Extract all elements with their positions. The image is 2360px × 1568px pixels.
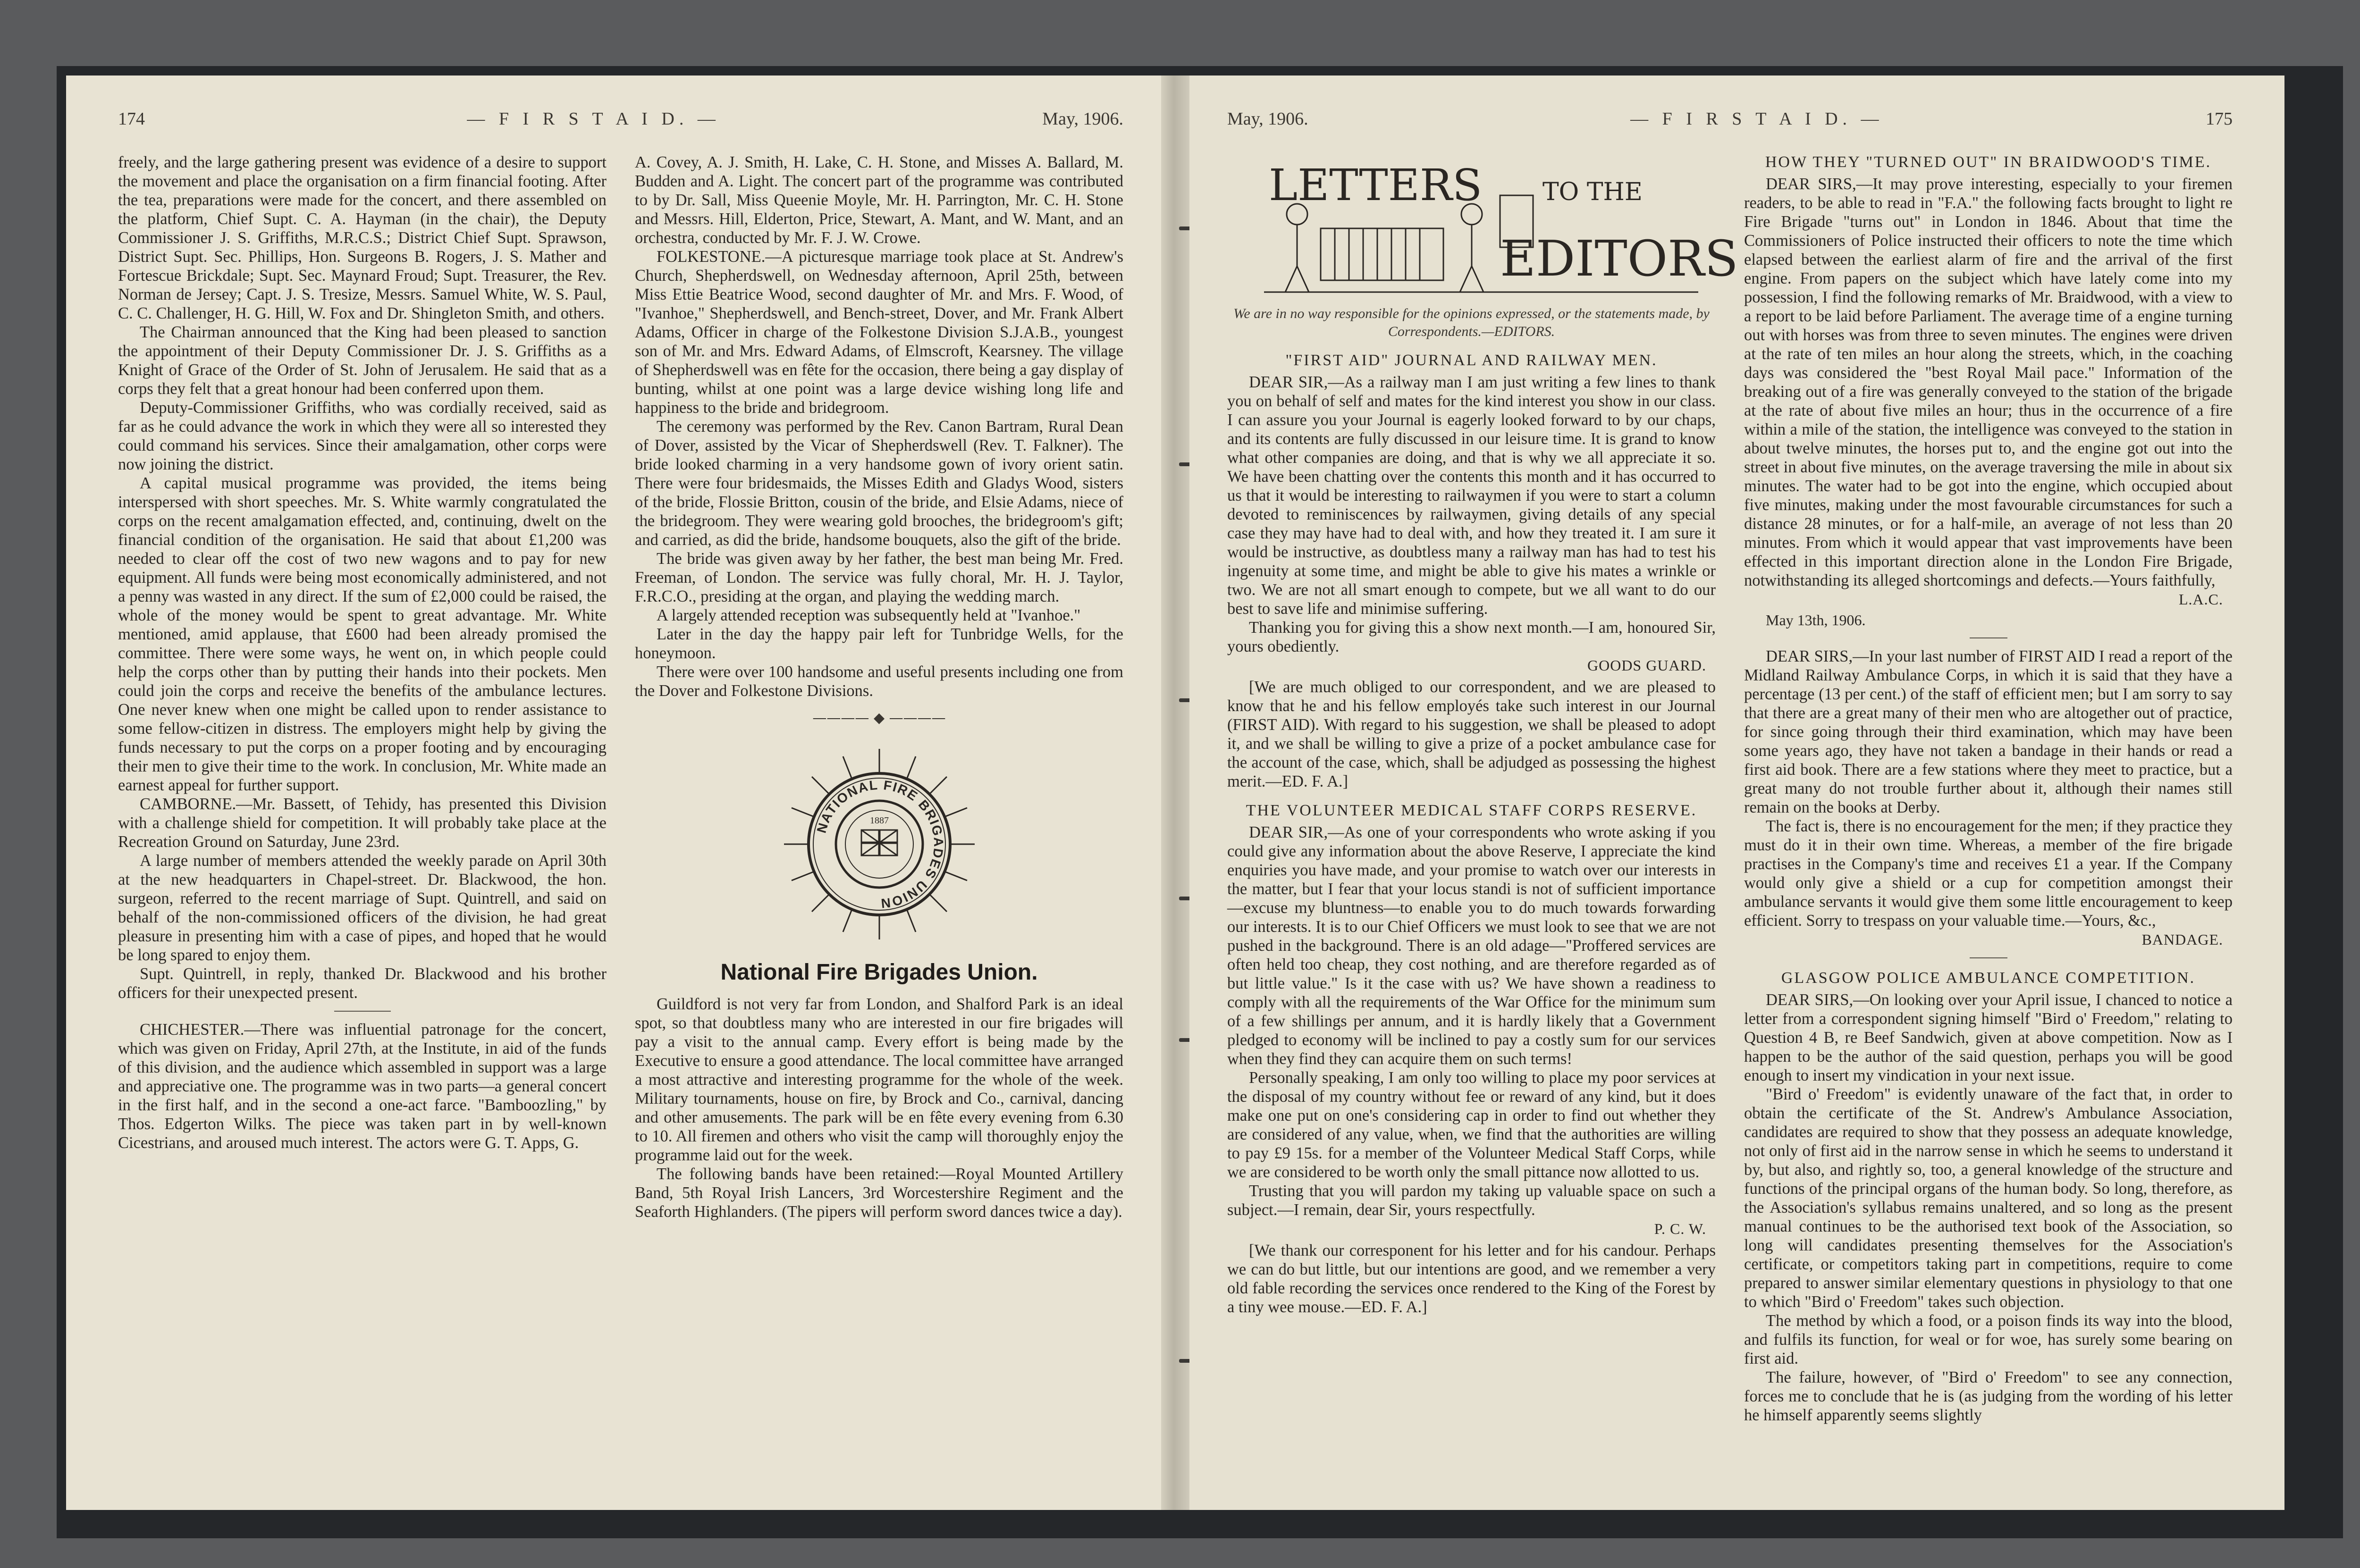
- paragraph: The method by which a food, or a poison finds its way into the blood, and fulfils its function, for weal or for woe, has surely some bearing on first aid.: [1744, 1312, 2233, 1367]
- paragraph: DEAR SIR,—As a railway man I am just writing a few lines to thank you on behalf of self and mates for the kind interest you show in our class. I can assure you your Journal is eagerly looked forward to by our chaps, and its contents are fully discussed in our leisure time. It is grand to know what other companies are doing, and that is why we all appreciate it so. We have been chatting over the contents this month and it has occurred to us that it would be interesting to railwaymen if you were to start a column devoted to reminiscences by railwaymen, giving details of any special case they may have had to deal with, and how they treated it. I am sure it would be instructive, as doubtless many a railway man has had to test his ingenuity at some time, and might be able to give his mates a wrinkle or two. We are not all smart enough to compete, but we all want to do our best to save life and minimise suffering.: [1227, 373, 1716, 618]
- left-running-title: — F I R S T A I D. —: [467, 109, 720, 129]
- paragraph: Supt. Quintrell, in reply, thanked Dr. Blackwood and his brother officers for their unexpected present.: [118, 965, 607, 1002]
- paragraph: FOLKESTONE.—A picturesque marriage took place at St. Andrew's Church, Shepherdswell, on Wednesday afternoon, April 25th, between Miss Ettie Beatrice Wood, second daughter of Mr. and Mrs. F. Wood, of "Ivanhoe," Shepherdswell, and Bench-street, Dover, and Mr. Frank Albert Adams, Officer in charge of the Folkestone Division S.J.A.B., youngest son of Mr. and Mrs. Edward Adams, of Elmscroft, Kearsney. The village of Shepherdswell was en fête for the occasion, there being a gay display of bunting, whilst at one point was a large device wishing long life and happiness to the bride and bridegroom.: [635, 248, 1123, 417]
- letter-signature: L.A.C.: [2179, 591, 2223, 608]
- right-page-number: 175: [2205, 109, 2233, 129]
- right-column-2: [1744, 153, 2233, 1512]
- paragraph: Guildford is not very far from London, and Shalford Park is an ideal spot, so that doubtless many who are interested in our fire brigades will pay a visit to the annual camp. Every effort is being made by the Executive to ensure a good attendance. The local committee have arranged a most attractive and interesting programme for the whole of the week. Military tournaments, house on fire, by Brock and Co., carnival, dancing and other amusements. The park will be en fête every evening from 6.30 to 10. All firemen and others who visit the camp will thoroughly enjoy the programme laid out for the week.: [635, 995, 1123, 1164]
- letter-signature: P. C. W.: [1654, 1220, 1706, 1237]
- paragraph: Deputy-Commissioner Griffiths, who was cordially received, said as far as he could advance the work in which they were all so interested they could command his services. Since their amalgamation, other corps were now joining the district.: [118, 399, 607, 473]
- letter-signature: BANDAGE.: [2141, 931, 2223, 948]
- paragraph: Trusting that you will pardon my taking up valuable space on such a subject.—I remain, dear Sir, yours respectfully.: [1227, 1182, 1716, 1219]
- paragraph: The following bands have been retained:—Royal Mounted Artillery Band, 5th Royal Irish Lancers, 3rd Worcestershire Regiment and the Seaforth Highlanders. (The pipers will perform sword dances twice a day).: [635, 1165, 1123, 1221]
- union-heading: National Fire Brigades Union.: [720, 960, 1038, 985]
- letter-date: May 13th, 1906.: [1766, 612, 1866, 629]
- badge-arc-text: NATIONAL FIRE BRIGADES UNION: [814, 777, 946, 911]
- editorial-disclaimer: We are in no way responsible for the opinions expressed, or the statements made, by Correspondents.—EDITORS.: [1233, 306, 1710, 339]
- paragraph: freely, and the large gathering present was evidence of a desire to support the movement and place the organisation on a firm financial footing. After the tea, preparations were made for the concert, and there assembled on the platform, Chief Supt. C. A. Hayman (in the chair), the Deputy Commissioner J. S. Griffiths, M.R.C.S.; District Chief Supt. Sprawson, District Supt. Sec. Phillips, Hon. Surgeons B. Rogers, J. S. Mather and Fortescue Brickdale; Supt. Sec. Maynard Froud; Supt. Treasurer, the Rev. Norman de Jersey; Capt. J. S. Tresize, Messrs. Samuel White, W. S. Paul, C. C. Challenger, H. G. Hill, W. Fox and Dr. Shingleton Smith, and others.: [118, 153, 607, 322]
- paragraph: A. Covey, A. J. Smith, H. Lake, C. H. Stone, and Misses A. Ballard, M. Budden and A. Light. The concert part of the programme was contributed to by Dr. Sall, Miss Queenie Moyle, Mr. H. Parrington, Mr. C. H. Stone and Messrs. Hill, Elderton, Price, Stewart, A. Mant, and W. Mant, and an orchestra, conducted by Mr. F. J. W. Crowe.: [635, 153, 1123, 247]
- paragraph: A large number of members attended the weekly parade on April 30th at the new headquarters in Chapel-street. Dr. Blackwood, the hon. surgeon, referred to the recent marriage of Supt. Quintrell, and said on behalf of the non-commissioned officers of the division, he had great pleasure in presenting him with a case of pipes, and hoped that he would be long spared to enjoy them.: [118, 852, 607, 964]
- right-columns: [1227, 153, 2233, 1512]
- left-page-number: 174: [118, 109, 145, 129]
- left-column-2: [635, 153, 1123, 1512]
- paragraph: A capital musical programme was provided, the items being interspersed with short speeches. Mr. S. White warmly congratulated the corps on the recent amalgamation effected, and, continuing, dwelt on the financial condition of the organisation. He said that about £1,200 was needed to clear off the cost of two new wagons and to pay for new equipment. All funds were being most economically administered, and not a penny was wasted in any direct. If the sum of £2,000 could be raised, the whole of the money would be spent to great advantage. Mr. White mentioned, amid applause, that £600 had been already promised the committee. There were some ways, he went on, in which people could help the corps other than by putting their hands into their pockets. Men could join the corps and receive the benefits of the ambulance lectures. One never knew when one might be called upon to render assistance to some fellow-citizen in distress. The employers might help by giving the funds necessary to put the corps on a proper footing and by encouraging their men to give their time to the work. In conclusion, Mr. White made an earnest appeal for further support.: [118, 474, 607, 794]
- editor-note: [We are much obliged to our correspondent, and we are pleased to know that he and his fellow employés take such interest in our Journal (FIRST AID). With regard to his suggestion, we shall be pleased to adopt it, and we shall be willing to give a prize of a pocket ambulance case for the account of the case, which, shall be adjudged as possessing the highest merit.—ED. F. A.]: [1227, 678, 1716, 790]
- right-page-date: May, 1906.: [1227, 109, 1308, 129]
- letter-heading: "FIRST AID" JOURNAL AND RAILWAY MEN.: [1285, 352, 1658, 369]
- paragraph: DEAR SIRS,—It may prove interesting, especially to your firemen readers, to be able to read in "F.A." the following facts brought to light re Fire Brigade "turns out" in London in 1846. About that time the Commissioners of Police instructed their officers to note the time which elapsed between the earliest alarm of fire and the arrival of the first engine. From papers on the subject which have lately come into my possession, I find the following remarks of Mr. Braidwood, with a view to a report to be laid before Parliament. The average time of a engine turning out with horses was from three to seven minutes. The engines were driven at the rate of ten miles an hour along the streets, which, in the coaching days was considered the "best Royal Mail pace." Information of the breaking out of a fire was generally conveyed to the station of the brigade at the rate of about five miles an hour; thus in the occurrence of a fire within a mile of the station, the intelligence was conveyed to the station in about twelve minutes, the horses put to, and the engine got out into the street in about five minutes, on the average traversing the mile in about six minutes. The water had to be got into the engine, which occupied about five minutes, making under the most favourable circumstances for such a distance 28 minutes, or for a half-mile, an average of not less than 20 minutes. From which it would appear that vast improvements have been effected in this important direction alone in the London Fire Brigade, notwithstanding its alleged shortcomings and defects.—Yours faithfully,: [1744, 175, 2233, 589]
- paragraph: "Bird o' Freedom" is evidently unaware of the fact that, in order to obtain the certificate of the St. Andrew's Ambulance Association, candidates are required to show that they possess an adequate knowledge, not only of first aid in the narrow sense in which he seems to understand it by, but also, and rightly so, too, a general knowledge of the structure and functions of the principal organs of the human body. So long, therefore, as the Association's syllabus remains unaltered, and so long as the present manual continues to be the authorised text book of the Association, so long will candidates presenting themselves for the Association's certificate, or competitors taking part in competitions, require to come prepared to answer similar elementary questions in physiology to that one to which "Bird o' Freedom" takes such objection.: [1744, 1085, 2233, 1311]
- banner-editors-text: EDITORS: [1500, 230, 1738, 287]
- letters-banner-illustration: [1236, 158, 1738, 299]
- letter-signature: GOODS GUARD.: [1587, 657, 1706, 674]
- left-columns: [118, 153, 1123, 1512]
- right-running-title: — F I R S T A I D. —: [1630, 109, 1884, 129]
- paragraph: DEAR SIRS,—On looking over your April issue, I chanced to notice a letter from a correspondent signing himself "Bird o' Freedom," relating to Question 4 B, re Beef Sandwich, given at above competition. Now as I happen to be the author of the said question, perhaps you will be good enough to insert my vindication in your next issue.: [1744, 991, 2233, 1084]
- paragraph: Later in the day the happy pair left for Tunbridge Wells, for the honeymoon.: [635, 625, 1123, 662]
- paragraph: There were over 100 handsome and useful presents including one from the Dover and Folkestone Divisions.: [635, 663, 1123, 700]
- letter-heading: GLASGOW POLICE AMBULANCE COMPETITION.: [1781, 969, 2196, 987]
- ornament-divider: ———— ◆ ————: [812, 710, 946, 726]
- right-running-head: [1227, 109, 2233, 142]
- left-page-date: May, 1906.: [1042, 109, 1123, 129]
- section-divider: [1970, 957, 2007, 958]
- left-page: [66, 75, 1161, 1510]
- letters-to-editors-banner: [1227, 158, 1738, 299]
- paragraph: A largely attended reception was subsequently held at "Ivanhoe.": [657, 606, 1081, 624]
- badge-year: 1887: [869, 815, 889, 826]
- left-column-1: [118, 153, 607, 1512]
- banner-letters-text: LETTERS: [1268, 160, 1482, 210]
- right-column-1: [1227, 153, 1738, 1512]
- union-badge: [635, 745, 1123, 943]
- paragraph: The fact is, there is no encouragement for the men; if they practice they must do it in their own time. Whereas, a member of the fire brigade practises in the Company's time and receives £1 a year. If the Company would only give a shield or a cup for competition amongst their ambulance servants it would give them some little encouragement to keep efficient. Sorry to trespass on your valuable time.—Yours, &c.,: [1744, 817, 2233, 930]
- paragraph: The failure, however, of "Bird o' Freedom" to see any connection, forces me to conclude that he is (as judging from the wording of his letter he himself apparently seems slightly: [1744, 1368, 2233, 1424]
- paragraph: Personally speaking, I am only too willing to place my poor services at the disposal of my country without fee or reward of any kind, but it does make one put on one's considering cap in order to find out whether they are considered of any value, when, we find that the authorities are willing to pay £9 15s. for a member of the Volunteer Medical Staff Corps, while we are considered to be worth only the small pittance now allotted to us.: [1227, 1069, 1716, 1181]
- paragraph: Thanking you for giving this a show next month.—I am, honoured Sir, yours obediently.: [1227, 619, 1716, 655]
- paragraph: CAMBORNE.—Mr. Bassett, of Tehidy, has presented this Division with a challenge shield for competition. It will probably take place at the Recreation Ground on Saturday, June 23rd.: [118, 795, 607, 851]
- section-divider: [1970, 637, 2007, 638]
- paragraph: The ceremony was performed by the Rev. Canon Bartram, Rural Dean of Dover, assisted by the Vicar of Shepherdswell (Rev. T. Falkner). The bride looked charming in a very handsome gown of ivory orient satin. There were four bridesmaids, the Misses Edith and Gladys Wood, sisters of the bride, Flossie Britton, cousin of the bride, and Elsie Adams, niece of the bridegroom. They were wearing gold brooches, the bridegroom's gift; and carried, as did the bride, handsome bouquets, also the gift of the bride.: [635, 418, 1123, 549]
- banner-to-the-text: TO THE: [1542, 178, 1643, 206]
- paragraph: CHICHESTER.—There was influential patronage for the concert, which was given on Friday, April 27th, at the Institute, in aid of the funds of this division, and the audience which assembled in support was a large and appreciative one. The programme was in two parts—a general concert in the first half, and in the second a one-act farce. "Bamboozling," by Thos. Edgerton Wilks. The piece was taken part in by well-known Cicestrians, and aroused much interest. The actors were G. T. Apps, G.: [118, 1021, 607, 1152]
- section-divider: [334, 1011, 391, 1012]
- letter-heading: THE VOLUNTEER MEDICAL STAFF CORPS RESERVE.: [1246, 802, 1697, 819]
- fire-brigades-badge-icon: [780, 745, 978, 943]
- right-page: [1189, 75, 2284, 1510]
- book-gutter: [1161, 75, 1189, 1510]
- paragraph: DEAR SIR,—As one of your correspondents who wrote asking if you could give any information about the above Reserve, I appreciate the kind enquiries you have made, and your promise to watch over our interests in the matter, but I fear that your locus standi is not of sufficient importance—excuse my bluntness—to enable you to do much towards forwarding our interests. It is to our Chief Officers we must look to see that we are not pushed in the background. There is an old adage—"Proffered services are often held too cheap, they cost nothing, and are therefore regarded as of but little value." Is it the case with us? We have shown a readiness to comply with all the requirements of the War Office for the minimum sum of a few shillings per annum, and it is hardly likely that a Government pledged to economy will be inclined to pay a costly sum for our services when they find they can acquire them on such terms!: [1227, 823, 1716, 1068]
- editor-note: [We thank our corresponent for his letter and for his candour. Perhaps we can do but little, but our intentions are good, and we remember a very old fable recording the services once rendered to the King of the Forest by a tiny wee mouse.—ED. F. A.]: [1227, 1241, 1716, 1316]
- paragraph: The Chairman announced that the King had been pleased to sanction the appointment of their Deputy Commissioner Dr. J. S. Griffiths as a Knight of Grace of the Order of St. John of Jerusalem. He said that as a corps they felt that a great honour had been conferred upon them.: [118, 323, 607, 398]
- left-running-head: [118, 109, 1123, 142]
- paragraph: The bride was given away by her father, the best man being Mr. Fred. Freeman, of London. The service was fully choral, Mr. H. J. Taylor, F.R.C.O., presiding at the organ, and playing the wedding march.: [635, 550, 1123, 605]
- paragraph: DEAR SIRS,—In your last number of FIRST AID I read a report of the Midland Railway Ambulance Corps, in which it is said that they have a percentage (13 per cent.) of the staff of efficient men; but I am sorry to say that there are a great many of their men who are altogether out of practice, for since going through their third examination, which may have been some years ago, they have not taken a bandage in their hands or read a first aid book. There are a few stations where they meet to practice, but a great many do not trouble further about it, although their names still remain on the books at Derby.: [1744, 647, 2233, 816]
- letter-heading: HOW THEY "TURNED OUT" IN BRAIDWOOD'S TIME.: [1765, 153, 2212, 171]
